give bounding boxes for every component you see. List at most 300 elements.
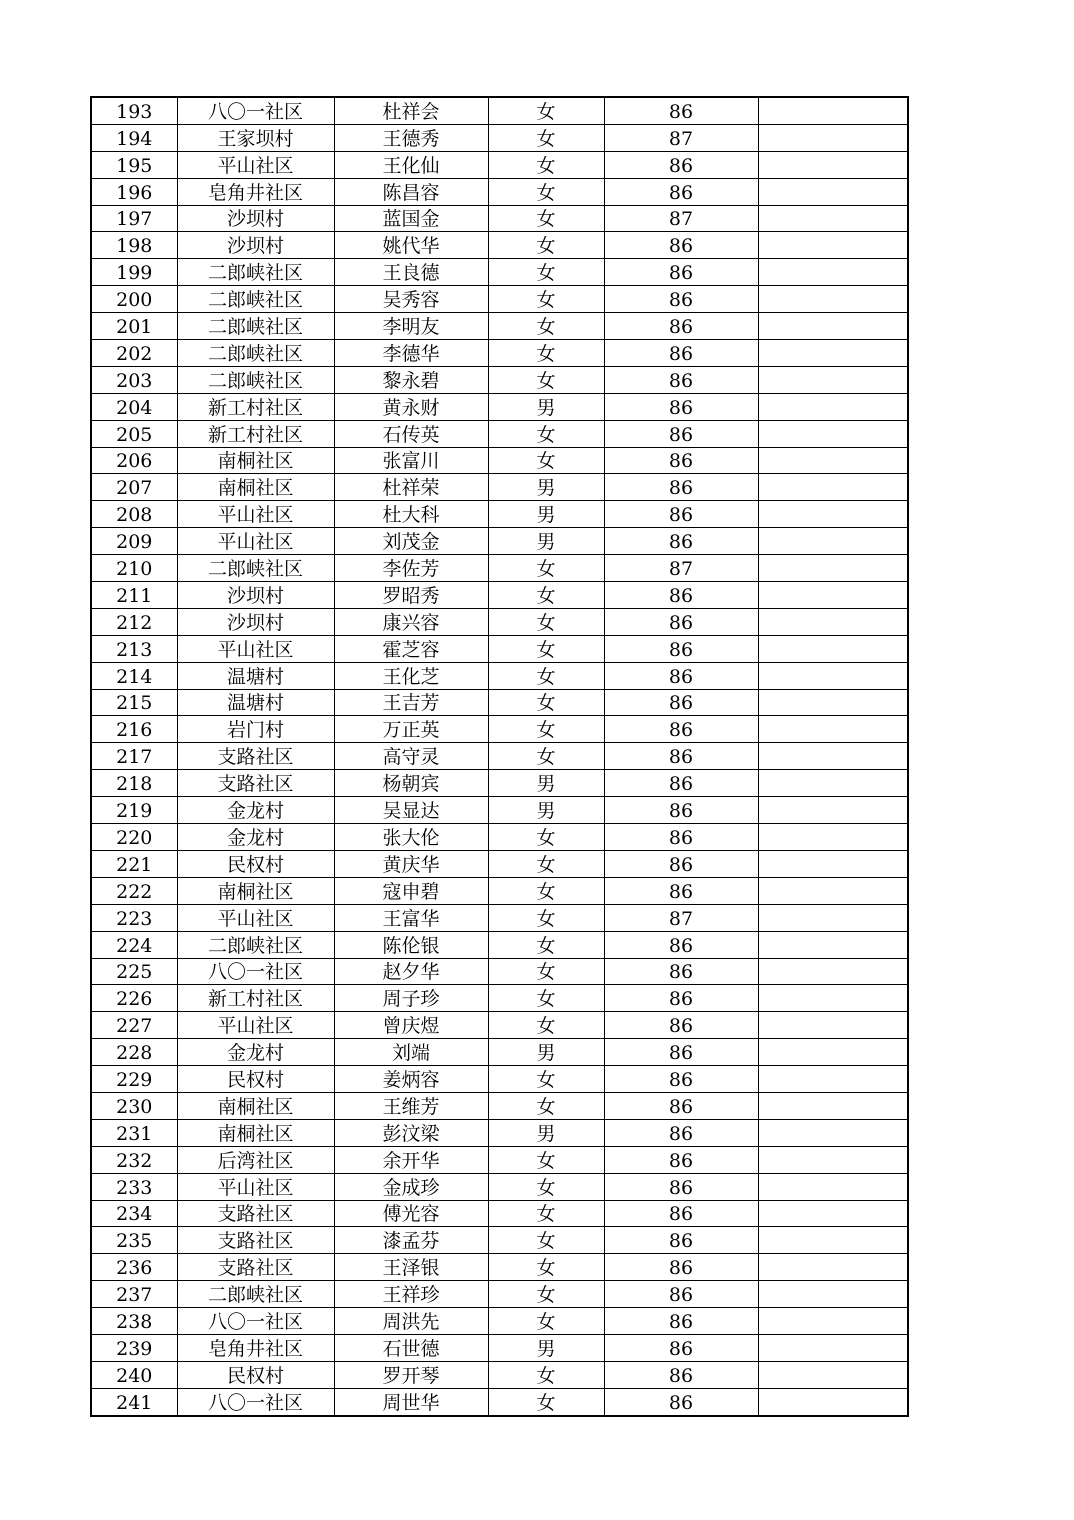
cell-community: 新工村社区	[177, 420, 334, 447]
cell-remark	[758, 662, 908, 689]
cell-gender: 女	[488, 286, 604, 313]
table-row	[91, 1200, 908, 1227]
cell-remark	[758, 1146, 908, 1173]
cell-gender: 女	[488, 555, 604, 582]
table-row	[91, 286, 908, 313]
cell-gender: 女	[488, 1281, 604, 1308]
cell-remark	[758, 366, 908, 393]
cell-gender: 男	[488, 1039, 604, 1066]
cell-community: 沙坝村	[177, 608, 334, 635]
table-row	[91, 689, 908, 716]
cell-gender: 女	[488, 340, 604, 367]
cell-age: 86	[604, 1227, 758, 1254]
cell-gender: 女	[488, 635, 604, 662]
cell-community: 八〇一社区	[177, 958, 334, 985]
table-row	[91, 1066, 908, 1093]
cell-remark	[758, 1119, 908, 1146]
cell-community: 二郎峡社区	[177, 366, 334, 393]
cell-remark	[758, 259, 908, 286]
cell-name: 杜祥荣	[334, 474, 488, 501]
cell-index: 233	[91, 1173, 177, 1200]
cell-community: 八〇一社区	[177, 1308, 334, 1335]
cell-community: 皂角井社区	[177, 1334, 334, 1361]
cell-remark	[758, 1039, 908, 1066]
cell-gender: 男	[488, 770, 604, 797]
cell-remark	[758, 877, 908, 904]
cell-name: 王维芳	[334, 1092, 488, 1119]
cell-remark	[758, 850, 908, 877]
cell-name: 张大伦	[334, 824, 488, 851]
cell-remark	[758, 447, 908, 474]
cell-remark	[758, 770, 908, 797]
cell-gender: 女	[488, 366, 604, 393]
cell-index: 193	[91, 97, 177, 124]
cell-name: 王德秀	[334, 124, 488, 151]
cell-community: 南桐社区	[177, 1119, 334, 1146]
roster-table	[90, 96, 909, 1417]
cell-age: 86	[604, 97, 758, 124]
table-row	[91, 1146, 908, 1173]
cell-age: 86	[604, 1281, 758, 1308]
cell-remark	[758, 178, 908, 205]
cell-age: 86	[604, 635, 758, 662]
cell-age: 86	[604, 582, 758, 609]
cell-remark	[758, 232, 908, 259]
cell-age: 86	[604, 232, 758, 259]
cell-gender: 男	[488, 1334, 604, 1361]
table-row	[91, 1308, 908, 1335]
cell-gender: 男	[488, 501, 604, 528]
cell-gender: 女	[488, 1200, 604, 1227]
table-row	[91, 151, 908, 178]
cell-gender: 男	[488, 393, 604, 420]
table-row	[91, 824, 908, 851]
table-row	[91, 1281, 908, 1308]
cell-remark	[758, 1092, 908, 1119]
cell-name: 杜祥会	[334, 97, 488, 124]
cell-age: 86	[604, 1146, 758, 1173]
cell-age: 86	[604, 958, 758, 985]
cell-community: 后湾社区	[177, 1146, 334, 1173]
cell-remark	[758, 474, 908, 501]
cell-name: 余开华	[334, 1146, 488, 1173]
cell-gender: 女	[488, 1173, 604, 1200]
table-row	[91, 1119, 908, 1146]
cell-name: 王化芝	[334, 662, 488, 689]
cell-name: 吴显达	[334, 797, 488, 824]
cell-age: 86	[604, 985, 758, 1012]
cell-name: 陈伦银	[334, 931, 488, 958]
cell-name: 王化仙	[334, 151, 488, 178]
cell-name: 李佐芳	[334, 555, 488, 582]
cell-name: 王吉芳	[334, 689, 488, 716]
cell-name: 傅光容	[334, 1200, 488, 1227]
cell-community: 支路社区	[177, 1254, 334, 1281]
cell-remark	[758, 528, 908, 555]
cell-gender: 女	[488, 1066, 604, 1093]
cell-age: 86	[604, 716, 758, 743]
cell-age: 86	[604, 1334, 758, 1361]
cell-name: 王泽银	[334, 1254, 488, 1281]
cell-remark	[758, 608, 908, 635]
table-row	[91, 877, 908, 904]
table-row	[91, 340, 908, 367]
cell-index: 230	[91, 1092, 177, 1119]
cell-gender: 女	[488, 1227, 604, 1254]
cell-community: 南桐社区	[177, 474, 334, 501]
cell-gender: 女	[488, 743, 604, 770]
table-row	[91, 205, 908, 232]
table-row	[91, 124, 908, 151]
cell-index: 212	[91, 608, 177, 635]
cell-gender: 女	[488, 662, 604, 689]
table-row	[91, 1012, 908, 1039]
cell-community: 二郎峡社区	[177, 555, 334, 582]
cell-name: 姜炳容	[334, 1066, 488, 1093]
table-row	[91, 393, 908, 420]
cell-gender: 男	[488, 1119, 604, 1146]
cell-community: 支路社区	[177, 1200, 334, 1227]
cell-community: 南桐社区	[177, 1092, 334, 1119]
cell-name: 陈昌容	[334, 178, 488, 205]
cell-age: 86	[604, 824, 758, 851]
cell-remark	[758, 1334, 908, 1361]
cell-remark	[758, 205, 908, 232]
cell-gender: 女	[488, 1308, 604, 1335]
cell-age: 86	[604, 1119, 758, 1146]
cell-gender: 男	[488, 528, 604, 555]
cell-age: 86	[604, 528, 758, 555]
cell-age: 86	[604, 1092, 758, 1119]
cell-age: 86	[604, 151, 758, 178]
cell-age: 86	[604, 366, 758, 393]
cell-name: 王祥珍	[334, 1281, 488, 1308]
cell-community: 新工村社区	[177, 985, 334, 1012]
cell-gender: 女	[488, 97, 604, 124]
cell-gender: 女	[488, 716, 604, 743]
cell-community: 沙坝村	[177, 205, 334, 232]
cell-index: 200	[91, 286, 177, 313]
cell-index: 220	[91, 824, 177, 851]
cell-age: 86	[604, 1066, 758, 1093]
cell-index: 208	[91, 501, 177, 528]
cell-remark	[758, 555, 908, 582]
table-row	[91, 1388, 908, 1415]
cell-gender: 男	[488, 474, 604, 501]
cell-index: 226	[91, 985, 177, 1012]
cell-age: 86	[604, 689, 758, 716]
cell-gender: 女	[488, 958, 604, 985]
cell-index: 217	[91, 743, 177, 770]
cell-community: 沙坝村	[177, 582, 334, 609]
cell-index: 196	[91, 178, 177, 205]
cell-age: 86	[604, 608, 758, 635]
cell-age: 86	[604, 1254, 758, 1281]
cell-age: 86	[604, 662, 758, 689]
cell-age: 86	[604, 1173, 758, 1200]
cell-remark	[758, 1066, 908, 1093]
table-row	[91, 259, 908, 286]
cell-index: 229	[91, 1066, 177, 1093]
table-row	[91, 1039, 908, 1066]
table-row	[91, 420, 908, 447]
cell-remark	[758, 931, 908, 958]
cell-remark	[758, 1388, 908, 1415]
cell-gender: 女	[488, 877, 604, 904]
cell-age: 87	[604, 555, 758, 582]
cell-index: 234	[91, 1200, 177, 1227]
cell-name: 漆孟芬	[334, 1227, 488, 1254]
cell-community: 平山社区	[177, 501, 334, 528]
cell-index: 203	[91, 366, 177, 393]
table-row	[91, 985, 908, 1012]
cell-remark	[758, 1173, 908, 1200]
cell-name: 张富川	[334, 447, 488, 474]
cell-index: 195	[91, 151, 177, 178]
cell-index: 222	[91, 877, 177, 904]
table-row	[91, 1334, 908, 1361]
cell-name: 姚代华	[334, 232, 488, 259]
cell-name: 周洪先	[334, 1308, 488, 1335]
cell-community: 二郎峡社区	[177, 931, 334, 958]
table-row	[91, 635, 908, 662]
cell-index: 225	[91, 958, 177, 985]
cell-gender: 女	[488, 447, 604, 474]
cell-community: 二郎峡社区	[177, 340, 334, 367]
cell-index: 227	[91, 1012, 177, 1039]
cell-age: 86	[604, 286, 758, 313]
cell-gender: 女	[488, 259, 604, 286]
cell-name: 石传英	[334, 420, 488, 447]
cell-index: 224	[91, 931, 177, 958]
table-row	[91, 555, 908, 582]
cell-community: 民权村	[177, 850, 334, 877]
cell-age: 86	[604, 420, 758, 447]
cell-age: 86	[604, 447, 758, 474]
cell-age: 86	[604, 1012, 758, 1039]
cell-community: 王家坝村	[177, 124, 334, 151]
cell-name: 黄永财	[334, 393, 488, 420]
table-row	[91, 608, 908, 635]
cell-index: 204	[91, 393, 177, 420]
cell-age: 86	[604, 931, 758, 958]
cell-age: 86	[604, 770, 758, 797]
cell-name: 彭汶梁	[334, 1119, 488, 1146]
cell-age: 86	[604, 474, 758, 501]
cell-remark	[758, 1361, 908, 1388]
table-row	[91, 501, 908, 528]
cell-name: 寇申碧	[334, 877, 488, 904]
cell-age: 86	[604, 313, 758, 340]
cell-age: 86	[604, 1039, 758, 1066]
cell-community: 平山社区	[177, 904, 334, 931]
cell-index: 201	[91, 313, 177, 340]
table-row	[91, 931, 908, 958]
cell-index: 197	[91, 205, 177, 232]
cell-name: 霍芝容	[334, 635, 488, 662]
table-row	[91, 97, 908, 124]
cell-name: 李明友	[334, 313, 488, 340]
cell-gender: 女	[488, 1012, 604, 1039]
cell-community: 皂角井社区	[177, 178, 334, 205]
table-row	[91, 850, 908, 877]
table-row	[91, 178, 908, 205]
cell-index: 215	[91, 689, 177, 716]
cell-gender: 女	[488, 1361, 604, 1388]
cell-index: 211	[91, 582, 177, 609]
cell-gender: 女	[488, 608, 604, 635]
cell-index: 235	[91, 1227, 177, 1254]
cell-remark	[758, 824, 908, 851]
cell-remark	[758, 904, 908, 931]
table-row	[91, 313, 908, 340]
cell-index: 219	[91, 797, 177, 824]
cell-remark	[758, 1308, 908, 1335]
cell-gender: 女	[488, 1092, 604, 1119]
cell-gender: 女	[488, 582, 604, 609]
cell-index: 239	[91, 1334, 177, 1361]
cell-community: 平山社区	[177, 1173, 334, 1200]
table-row	[91, 662, 908, 689]
cell-community: 支路社区	[177, 770, 334, 797]
cell-index: 209	[91, 528, 177, 555]
cell-name: 杨朝宾	[334, 770, 488, 797]
cell-name: 李德华	[334, 340, 488, 367]
cell-gender: 女	[488, 178, 604, 205]
cell-remark	[758, 958, 908, 985]
cell-community: 民权村	[177, 1066, 334, 1093]
cell-age: 86	[604, 743, 758, 770]
cell-gender: 女	[488, 1254, 604, 1281]
cell-age: 87	[604, 124, 758, 151]
cell-community: 平山社区	[177, 635, 334, 662]
cell-index: 241	[91, 1388, 177, 1415]
cell-name: 刘端	[334, 1039, 488, 1066]
cell-community: 沙坝村	[177, 232, 334, 259]
cell-index: 228	[91, 1039, 177, 1066]
cell-gender: 女	[488, 850, 604, 877]
cell-remark	[758, 1281, 908, 1308]
cell-name: 蓝国金	[334, 205, 488, 232]
cell-name: 王良德	[334, 259, 488, 286]
cell-name: 周世华	[334, 1388, 488, 1415]
cell-gender: 女	[488, 1388, 604, 1415]
cell-remark	[758, 1012, 908, 1039]
cell-index: 231	[91, 1119, 177, 1146]
cell-remark	[758, 501, 908, 528]
cell-remark	[758, 97, 908, 124]
cell-community: 金龙村	[177, 824, 334, 851]
cell-community: 金龙村	[177, 797, 334, 824]
cell-community: 平山社区	[177, 528, 334, 555]
cell-name: 康兴容	[334, 608, 488, 635]
cell-index: 210	[91, 555, 177, 582]
table-row	[91, 232, 908, 259]
cell-community: 平山社区	[177, 151, 334, 178]
cell-community: 民权村	[177, 1361, 334, 1388]
cell-community: 新工村社区	[177, 393, 334, 420]
cell-index: 221	[91, 850, 177, 877]
cell-gender: 女	[488, 904, 604, 931]
cell-community: 八〇一社区	[177, 97, 334, 124]
cell-name: 曾庆煜	[334, 1012, 488, 1039]
table-row	[91, 528, 908, 555]
cell-remark	[758, 743, 908, 770]
table-row	[91, 797, 908, 824]
cell-remark	[758, 124, 908, 151]
cell-remark	[758, 797, 908, 824]
cell-age: 86	[604, 1388, 758, 1415]
cell-index: 198	[91, 232, 177, 259]
cell-gender: 女	[488, 232, 604, 259]
cell-gender: 女	[488, 1146, 604, 1173]
cell-community: 金龙村	[177, 1039, 334, 1066]
table-row	[91, 366, 908, 393]
cell-age: 86	[604, 340, 758, 367]
table-row	[91, 743, 908, 770]
cell-community: 温塘村	[177, 662, 334, 689]
cell-community: 二郎峡社区	[177, 313, 334, 340]
cell-index: 207	[91, 474, 177, 501]
cell-name: 万正英	[334, 716, 488, 743]
cell-community: 南桐社区	[177, 877, 334, 904]
cell-index: 240	[91, 1361, 177, 1388]
cell-community: 二郎峡社区	[177, 1281, 334, 1308]
cell-age: 86	[604, 259, 758, 286]
cell-remark	[758, 340, 908, 367]
cell-name: 杜大科	[334, 501, 488, 528]
table-row	[91, 1092, 908, 1119]
cell-name: 黄庆华	[334, 850, 488, 877]
cell-index: 214	[91, 662, 177, 689]
cell-index: 218	[91, 770, 177, 797]
cell-name: 刘茂金	[334, 528, 488, 555]
cell-gender: 女	[488, 985, 604, 1012]
table-row	[91, 716, 908, 743]
cell-index: 206	[91, 447, 177, 474]
cell-remark	[758, 420, 908, 447]
cell-community: 八〇一社区	[177, 1388, 334, 1415]
table-row	[91, 904, 908, 931]
cell-gender: 女	[488, 124, 604, 151]
cell-index: 194	[91, 124, 177, 151]
cell-gender: 女	[488, 205, 604, 232]
cell-remark	[758, 313, 908, 340]
cell-remark	[758, 1200, 908, 1227]
cell-remark	[758, 716, 908, 743]
cell-remark	[758, 1227, 908, 1254]
table-row	[91, 1254, 908, 1281]
cell-gender: 女	[488, 151, 604, 178]
cell-remark	[758, 151, 908, 178]
table-row	[91, 1361, 908, 1388]
cell-name: 罗开琴	[334, 1361, 488, 1388]
cell-age: 86	[604, 877, 758, 904]
cell-community: 二郎峡社区	[177, 286, 334, 313]
cell-community: 岩门村	[177, 716, 334, 743]
cell-age: 86	[604, 1308, 758, 1335]
cell-name: 周子珍	[334, 985, 488, 1012]
cell-remark	[758, 582, 908, 609]
cell-community: 二郎峡社区	[177, 259, 334, 286]
cell-name: 赵夕华	[334, 958, 488, 985]
cell-age: 87	[604, 904, 758, 931]
cell-index: 199	[91, 259, 177, 286]
cell-index: 202	[91, 340, 177, 367]
cell-name: 金成珍	[334, 1173, 488, 1200]
cell-remark	[758, 393, 908, 420]
cell-remark	[758, 635, 908, 662]
